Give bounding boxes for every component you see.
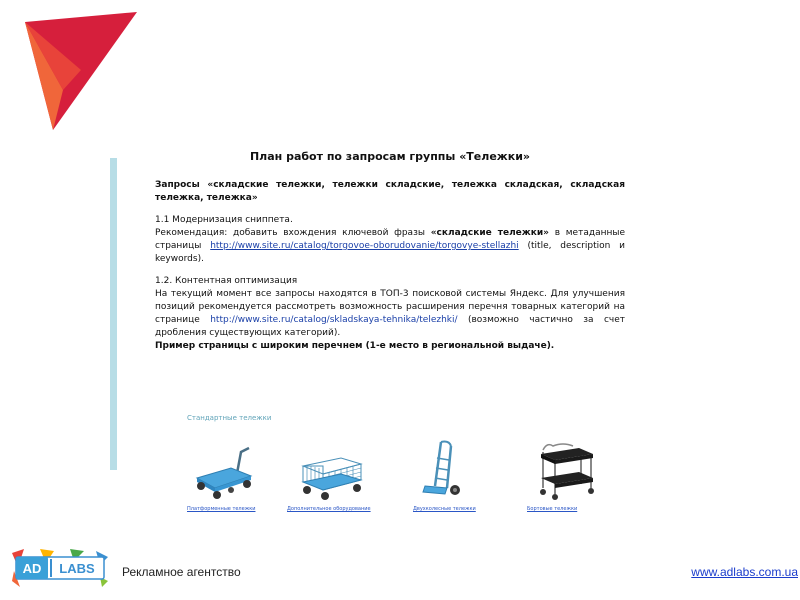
website-link[interactable]: www.adlabs.com.ua bbox=[691, 565, 798, 579]
section2-text: На текущий момент все запросы находятся в ТОП-3 поисковой системы Яндекс. Для улучшения позиций рекомендуется рассмотреть возможность расширения перечня товарных категорий на странице http://www.site.ru/catalog/skladskaya-tehnika/telezhki/ (возможно частично за счет дробления существующих категорий). bbox=[155, 289, 625, 338]
mesh-cart-icon bbox=[299, 438, 363, 500]
cart-caption-3[interactable]: Двухколесные тележки bbox=[413, 506, 476, 512]
document-title: План работ по запросам группы «Тележки» bbox=[249, 150, 531, 163]
platform-cart-icon bbox=[191, 438, 255, 500]
agency-label: Рекламное агентство bbox=[122, 565, 241, 579]
queries-label: Запросы «складские тележки, тележки складские, тележка складская, складская тележка, тележка» bbox=[155, 180, 625, 203]
adlabs-logo[interactable] bbox=[10, 547, 110, 589]
hand-truck-icon bbox=[411, 438, 475, 500]
recommendation-link[interactable]: http://www.site.ru/catalog/torgovoe-oborudovanie/torgovye-stellazhi bbox=[210, 241, 519, 251]
cart-caption-4[interactable]: Бортовые тележки bbox=[527, 506, 578, 512]
catalog-preview bbox=[175, 410, 615, 520]
example-label: Пример страницы с широким перечнем (1-е место в региональной выдаче). bbox=[155, 341, 555, 351]
category-link[interactable]: http://www.site.ru/catalog/skladskaya-tehnika/telezhki/ bbox=[210, 315, 458, 325]
shelf-cart-icon bbox=[533, 438, 597, 500]
section1-heading: 1.1 Модернизация сниппета. bbox=[155, 215, 293, 225]
section2-heading: 1.2. Контентная оптимизация bbox=[155, 276, 298, 286]
key-phrase: «складские тележки» bbox=[430, 228, 549, 238]
logo-text-ad: AD bbox=[22, 561, 42, 576]
catalog-title: Стандартные тележки bbox=[187, 414, 272, 422]
cart-caption-2[interactable]: Дополнительное оборудование bbox=[287, 506, 371, 512]
cart-caption-1[interactable]: Платформенные тележки bbox=[187, 506, 256, 512]
document-side-bar bbox=[110, 158, 117, 470]
brand-triangle-icon bbox=[25, 12, 137, 130]
section1-recommendation: Рекомендация: добавить вхождения ключевой фразы «складские тележки» в метаданные страницы http://www.site.ru/catalog/torgovoe-oborudovanie/torgovye-stellazhi (title, description и keywords). bbox=[155, 228, 625, 264]
logo-text-labs: LABS bbox=[59, 561, 95, 576]
